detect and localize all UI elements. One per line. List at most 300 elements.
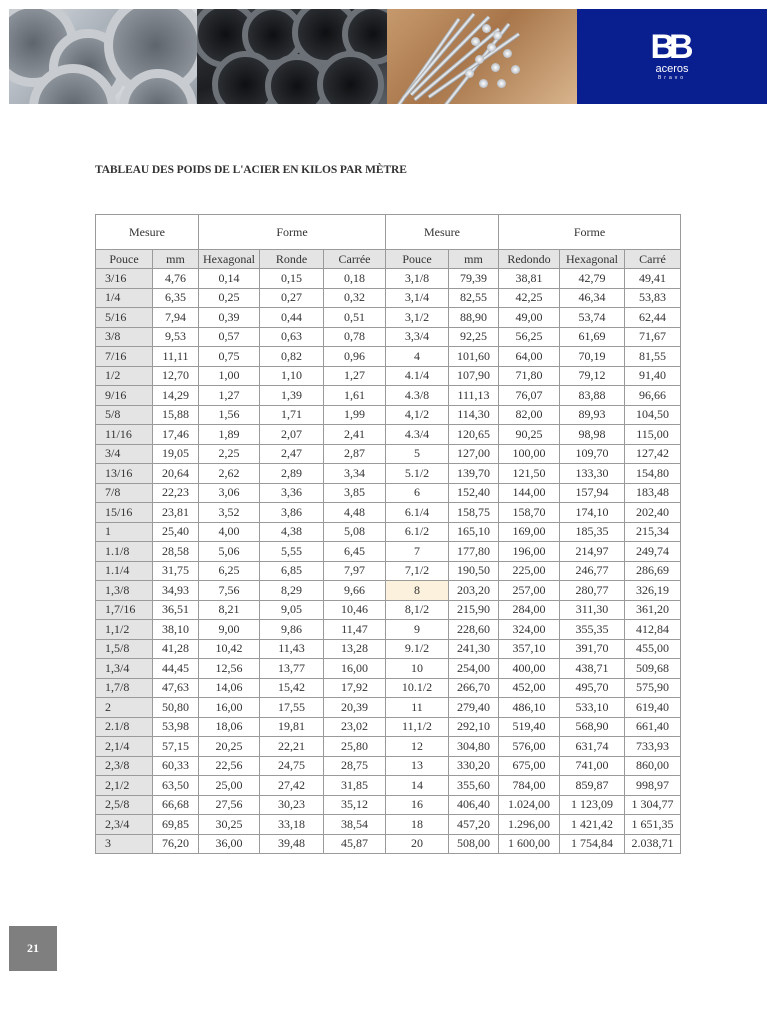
- table-cell: 575,90: [625, 678, 681, 698]
- col-header-redondo: Redondo: [499, 250, 560, 269]
- table-cell: 11: [386, 698, 449, 718]
- table-cell: 330,20: [449, 756, 499, 776]
- table-cell: 355,35: [560, 620, 625, 640]
- table-cell: 158,70: [499, 503, 560, 523]
- page-number: 21: [9, 926, 57, 971]
- table-row: [96, 795, 681, 815]
- group-header-mesure-1: Mesure: [96, 215, 199, 250]
- table-cell: 22,56: [199, 756, 260, 776]
- table-cell: 2,3/8: [96, 756, 153, 776]
- table-row: [96, 815, 681, 835]
- table-cell: 76,20: [153, 834, 199, 854]
- table-cell: 15/16: [96, 503, 153, 523]
- table-cell: 3: [96, 834, 153, 854]
- table-cell: 1 123,09: [560, 795, 625, 815]
- table-cell: 568,90: [560, 717, 625, 737]
- table-cell: 1,89: [199, 425, 260, 445]
- table-cell: 495,70: [560, 678, 625, 698]
- table-cell: 82,00: [499, 405, 560, 425]
- table-cell: 1.1/4: [96, 561, 153, 581]
- table-cell: 6,45: [324, 542, 386, 562]
- table-cell: 36,51: [153, 600, 199, 620]
- table-cell: 42,79: [560, 269, 625, 289]
- table-cell: 246,77: [560, 561, 625, 581]
- table-cell: 2: [96, 698, 153, 718]
- table-cell: 1/2: [96, 366, 153, 386]
- table-cell: 4,76: [153, 269, 199, 289]
- table-cell: 361,20: [625, 600, 681, 620]
- table-cell: 519,40: [499, 717, 560, 737]
- table-cell: 2,1/4: [96, 737, 153, 757]
- table-row: [96, 366, 681, 386]
- col-header-carree: Carrée: [324, 250, 386, 269]
- table-cell: 1,1/2: [96, 620, 153, 640]
- table-cell: 13,77: [260, 659, 324, 679]
- table-cell: 139,70: [449, 464, 499, 484]
- col-header-carre: Carré: [625, 250, 681, 269]
- table-cell: 24,75: [260, 756, 324, 776]
- table-cell: 41,28: [153, 639, 199, 659]
- table-cell: 2,3/4: [96, 815, 153, 835]
- table-cell: 3,86: [260, 503, 324, 523]
- table-cell: 1.1/8: [96, 542, 153, 562]
- group-header-mesure-2: Mesure: [386, 215, 499, 250]
- table-cell: 202,40: [625, 503, 681, 523]
- table-cell: 91,40: [625, 366, 681, 386]
- table-cell: 9.1/2: [386, 639, 449, 659]
- col-header-hexagonal: Hexagonal: [199, 250, 260, 269]
- table-cell: 25,00: [199, 776, 260, 796]
- group-header-forme-2: Forme: [499, 215, 681, 250]
- table-cell: 0,75: [199, 347, 260, 367]
- table-cell: 2,47: [260, 444, 324, 464]
- table-cell: 2,62: [199, 464, 260, 484]
- col-header-pouce: Pouce: [96, 250, 153, 269]
- table-cell: 27,42: [260, 776, 324, 796]
- table-cell: 1.296,00: [499, 815, 560, 835]
- table-cell: 214,97: [560, 542, 625, 562]
- table-cell: 20,64: [153, 464, 199, 484]
- table-cell: 2,89: [260, 464, 324, 484]
- table-cell: 62,44: [625, 308, 681, 328]
- table-cell: 16,00: [324, 659, 386, 679]
- table-cell: 14: [386, 776, 449, 796]
- table-cell: 1,3/8: [96, 581, 153, 601]
- table-cell: 23,02: [324, 717, 386, 737]
- table-cell: 1,61: [324, 386, 386, 406]
- steel-tubes-photo: [9, 9, 197, 104]
- table-cell: 675,00: [499, 756, 560, 776]
- table-cell: 89,93: [560, 405, 625, 425]
- table-cell: 177,80: [449, 542, 499, 562]
- table-cell: 406,40: [449, 795, 499, 815]
- table-cell: 4.1/4: [386, 366, 449, 386]
- table-cell: 16: [386, 795, 449, 815]
- table-cell: 57,15: [153, 737, 199, 757]
- table-cell: 784,00: [499, 776, 560, 796]
- col-header-pouce-2: Pouce: [386, 250, 449, 269]
- table-cell: 6,85: [260, 561, 324, 581]
- table-cell: 203,20: [449, 581, 499, 601]
- table-cell: 50,80: [153, 698, 199, 718]
- table-cell: 2,87: [324, 444, 386, 464]
- table-cell: 8: [386, 581, 449, 601]
- table-cell: 19,05: [153, 444, 199, 464]
- table-cell: 1 304,77: [625, 795, 681, 815]
- table-cell: 16,00: [199, 698, 260, 718]
- table-cell: 20,25: [199, 737, 260, 757]
- table-row: [96, 327, 681, 347]
- table-cell: 3,52: [199, 503, 260, 523]
- table-cell: 7/8: [96, 483, 153, 503]
- table-cell: 391,70: [560, 639, 625, 659]
- table-cell: 1 421,42: [560, 815, 625, 835]
- brand-logo: [650, 28, 693, 81]
- table-cell: 4.3/4: [386, 425, 449, 445]
- logo-mark: BB: [650, 28, 688, 66]
- table-cell: 4,00: [199, 522, 260, 542]
- table-cell: 100,00: [499, 444, 560, 464]
- table-cell: 2.1/8: [96, 717, 153, 737]
- table-cell: 533,10: [560, 698, 625, 718]
- table-cell: 2.038,71: [625, 834, 681, 854]
- table-cell: 859,87: [560, 776, 625, 796]
- table-cell: 438,71: [560, 659, 625, 679]
- table-cell: 631,74: [560, 737, 625, 757]
- table-cell: 47,63: [153, 678, 199, 698]
- table-cell: 266,70: [449, 678, 499, 698]
- table-cell: 486,10: [499, 698, 560, 718]
- table-cell: 3/16: [96, 269, 153, 289]
- table-cell: 183,48: [625, 483, 681, 503]
- table-cell: 14,29: [153, 386, 199, 406]
- table-cell: 311,30: [560, 600, 625, 620]
- table-cell: 3,34: [324, 464, 386, 484]
- table-cell: 0,15: [260, 269, 324, 289]
- table-cell: 215,90: [449, 600, 499, 620]
- table-column-header: [96, 250, 681, 269]
- table-cell: 185,35: [560, 522, 625, 542]
- table-cell: 111,13: [449, 386, 499, 406]
- table-cell: 0,14: [199, 269, 260, 289]
- table-cell: 81,55: [625, 347, 681, 367]
- table-cell: 2,07: [260, 425, 324, 445]
- table-cell: 284,00: [499, 600, 560, 620]
- table-cell: 5: [386, 444, 449, 464]
- table-cell: 11,43: [260, 639, 324, 659]
- table-row: [96, 698, 681, 718]
- table-row: [96, 386, 681, 406]
- table-cell: 133,30: [560, 464, 625, 484]
- table-cell: 1: [96, 522, 153, 542]
- steel-rods-photo: [387, 9, 577, 104]
- table-cell: 11,1/2: [386, 717, 449, 737]
- table-cell: 4.3/8: [386, 386, 449, 406]
- page-title: TABLEAU DES POIDS DE L'ACIER EN KILOS PAR MÈTRE: [95, 164, 407, 176]
- table-cell: 3,3/4: [386, 327, 449, 347]
- table-cell: 508,00: [449, 834, 499, 854]
- table-row: [96, 737, 681, 757]
- table-cell: 157,94: [560, 483, 625, 503]
- table-cell: 20,39: [324, 698, 386, 718]
- table-cell: 0,57: [199, 327, 260, 347]
- table-cell: 0,82: [260, 347, 324, 367]
- table-cell: 66,68: [153, 795, 199, 815]
- table-cell: 619,40: [625, 698, 681, 718]
- table-row: [96, 776, 681, 796]
- table-cell: 324,00: [499, 620, 560, 640]
- table-cell: 279,40: [449, 698, 499, 718]
- table-cell: 9,86: [260, 620, 324, 640]
- table-body: [96, 269, 681, 854]
- table-cell: 14,06: [199, 678, 260, 698]
- table-cell: 34,93: [153, 581, 199, 601]
- table-cell: 18: [386, 815, 449, 835]
- table-cell: 22,21: [260, 737, 324, 757]
- logo-sub: Bravo: [657, 75, 687, 81]
- table-cell: 17,55: [260, 698, 324, 718]
- table-row: [96, 581, 681, 601]
- table-cell: 7: [386, 542, 449, 562]
- table-cell: 355,60: [449, 776, 499, 796]
- table-cell: 6.1/2: [386, 522, 449, 542]
- table-cell: 998,97: [625, 776, 681, 796]
- table-cell: 215,34: [625, 522, 681, 542]
- table-cell: 9,00: [199, 620, 260, 640]
- col-header-mm: mm: [153, 250, 199, 269]
- table-cell: 4,48: [324, 503, 386, 523]
- table-cell: 1,00: [199, 366, 260, 386]
- table-cell: 860,00: [625, 756, 681, 776]
- table-cell: 20: [386, 834, 449, 854]
- table-cell: 1 600,00: [499, 834, 560, 854]
- table-cell: 45,87: [324, 834, 386, 854]
- table-cell: 33,18: [260, 815, 324, 835]
- table-row: [96, 717, 681, 737]
- table-cell: 38,81: [499, 269, 560, 289]
- table-row: [96, 503, 681, 523]
- table-cell: 53,83: [625, 288, 681, 308]
- table-cell: 17,92: [324, 678, 386, 698]
- table-cell: 158,75: [449, 503, 499, 523]
- table-cell: 127,00: [449, 444, 499, 464]
- steel-weights-table: [95, 214, 681, 854]
- table-cell: 10: [386, 659, 449, 679]
- table-cell: 12: [386, 737, 449, 757]
- table-cell: 5/16: [96, 308, 153, 328]
- table-group-header: [96, 215, 681, 250]
- table-cell: 31,85: [324, 776, 386, 796]
- brand-logo-panel: [577, 9, 767, 104]
- black-pipes-photo: [197, 9, 387, 104]
- table-cell: 46,34: [560, 288, 625, 308]
- table-row: [96, 756, 681, 776]
- table-cell: 4,1/2: [386, 405, 449, 425]
- table-cell: 90,25: [499, 425, 560, 445]
- table-cell: 5,55: [260, 542, 324, 562]
- table-cell: 0,63: [260, 327, 324, 347]
- table-cell: 196,00: [499, 542, 560, 562]
- table-cell: 28,75: [324, 756, 386, 776]
- table-cell: 104,50: [625, 405, 681, 425]
- table-cell: 121,50: [499, 464, 560, 484]
- table-row: [96, 561, 681, 581]
- table-cell: 11,11: [153, 347, 199, 367]
- logo-word: aceros: [655, 63, 689, 75]
- table-cell: 114,30: [449, 405, 499, 425]
- table-row: [96, 834, 681, 854]
- table-cell: 3,1/8: [386, 269, 449, 289]
- table-cell: 576,00: [499, 737, 560, 757]
- table-cell: 5/8: [96, 405, 153, 425]
- table-cell: 64,00: [499, 347, 560, 367]
- table-cell: 71,80: [499, 366, 560, 386]
- col-header-hexagonal-2: Hexagonal: [560, 250, 625, 269]
- table-cell: 28,58: [153, 542, 199, 562]
- table-cell: 49,00: [499, 308, 560, 328]
- table-cell: 71,67: [625, 327, 681, 347]
- table-cell: 2,1/2: [96, 776, 153, 796]
- table-cell: 1,71: [260, 405, 324, 425]
- table-row: [96, 269, 681, 289]
- table-cell: 76,07: [499, 386, 560, 406]
- table-row: [96, 620, 681, 640]
- table-cell: 0,78: [324, 327, 386, 347]
- table-cell: 7,97: [324, 561, 386, 581]
- table-cell: 9,05: [260, 600, 324, 620]
- table-cell: 0,18: [324, 269, 386, 289]
- table-cell: 0,32: [324, 288, 386, 308]
- table-cell: 39,48: [260, 834, 324, 854]
- table-cell: 2,5/8: [96, 795, 153, 815]
- table-cell: 13: [386, 756, 449, 776]
- table-cell: 109,70: [560, 444, 625, 464]
- table-cell: 1,5/8: [96, 639, 153, 659]
- table-cell: 120,65: [449, 425, 499, 445]
- table-cell: 509,68: [625, 659, 681, 679]
- table-cell: 12,56: [199, 659, 260, 679]
- table-cell: 6,35: [153, 288, 199, 308]
- table-cell: 457,20: [449, 815, 499, 835]
- table-cell: 174,10: [560, 503, 625, 523]
- table-cell: 15,42: [260, 678, 324, 698]
- table-cell: 27,56: [199, 795, 260, 815]
- table-cell: 107,90: [449, 366, 499, 386]
- table-cell: 3,85: [324, 483, 386, 503]
- table-cell: 1,39: [260, 386, 324, 406]
- table-cell: 31,75: [153, 561, 199, 581]
- table-row: [96, 659, 681, 679]
- table-cell: 0,51: [324, 308, 386, 328]
- table-cell: 0,27: [260, 288, 324, 308]
- table-cell: 1,10: [260, 366, 324, 386]
- table-row: [96, 405, 681, 425]
- table-cell: 1,56: [199, 405, 260, 425]
- table-cell: 7,1/2: [386, 561, 449, 581]
- table-cell: 42,25: [499, 288, 560, 308]
- table-cell: 228,60: [449, 620, 499, 640]
- table-cell: 69,85: [153, 815, 199, 835]
- table-cell: 11,47: [324, 620, 386, 640]
- table-cell: 30,23: [260, 795, 324, 815]
- table-cell: 79,12: [560, 366, 625, 386]
- table-cell: 165,10: [449, 522, 499, 542]
- table-cell: 2,41: [324, 425, 386, 445]
- table-cell: 19,81: [260, 717, 324, 737]
- table-cell: 733,93: [625, 737, 681, 757]
- table-cell: 241,30: [449, 639, 499, 659]
- table-cell: 56,25: [499, 327, 560, 347]
- table-cell: 61,69: [560, 327, 625, 347]
- table-cell: 13,28: [324, 639, 386, 659]
- table-cell: 152,40: [449, 483, 499, 503]
- table-cell: 1,27: [199, 386, 260, 406]
- table-cell: 25,80: [324, 737, 386, 757]
- table-cell: 304,80: [449, 737, 499, 757]
- table-cell: 3/8: [96, 327, 153, 347]
- table-cell: 1,3/4: [96, 659, 153, 679]
- table-cell: 5.1/2: [386, 464, 449, 484]
- table-cell: 83,88: [560, 386, 625, 406]
- table-cell: 38,10: [153, 620, 199, 640]
- table-cell: 1/4: [96, 288, 153, 308]
- table-cell: 7/16: [96, 347, 153, 367]
- table-cell: 661,40: [625, 717, 681, 737]
- table-cell: 7,94: [153, 308, 199, 328]
- table-cell: 8,1/2: [386, 600, 449, 620]
- table-cell: 53,74: [560, 308, 625, 328]
- table-cell: 3,1/2: [386, 308, 449, 328]
- table-row: [96, 425, 681, 445]
- table-cell: 357,10: [499, 639, 560, 659]
- table-row: [96, 639, 681, 659]
- table-cell: 10.1/2: [386, 678, 449, 698]
- table-cell: 7,56: [199, 581, 260, 601]
- table-row: [96, 600, 681, 620]
- table-row: [96, 288, 681, 308]
- table-cell: 18,06: [199, 717, 260, 737]
- table-cell: 3,06: [199, 483, 260, 503]
- table-cell: 190,50: [449, 561, 499, 581]
- table-cell: 35,12: [324, 795, 386, 815]
- table-cell: 169,00: [499, 522, 560, 542]
- table-cell: 12,70: [153, 366, 199, 386]
- table-cell: 9,53: [153, 327, 199, 347]
- table-cell: 98,98: [560, 425, 625, 445]
- table-cell: 412,84: [625, 620, 681, 640]
- table-cell: 60,33: [153, 756, 199, 776]
- table-cell: 254,00: [449, 659, 499, 679]
- table-cell: 11/16: [96, 425, 153, 445]
- table-cell: 0,25: [199, 288, 260, 308]
- table-cell: 286,69: [625, 561, 681, 581]
- table-cell: 6.1/4: [386, 503, 449, 523]
- table-cell: 96,66: [625, 386, 681, 406]
- table-row: [96, 483, 681, 503]
- table-cell: 3,36: [260, 483, 324, 503]
- table-cell: 3/4: [96, 444, 153, 464]
- table-row: [96, 678, 681, 698]
- table-cell: 455,00: [625, 639, 681, 659]
- table-cell: 115,00: [625, 425, 681, 445]
- table-cell: 1,27: [324, 366, 386, 386]
- table-cell: 10,46: [324, 600, 386, 620]
- table-cell: 10,42: [199, 639, 260, 659]
- table-cell: 6,25: [199, 561, 260, 581]
- table-row: [96, 542, 681, 562]
- table-cell: 144,00: [499, 483, 560, 503]
- table-row: [96, 308, 681, 328]
